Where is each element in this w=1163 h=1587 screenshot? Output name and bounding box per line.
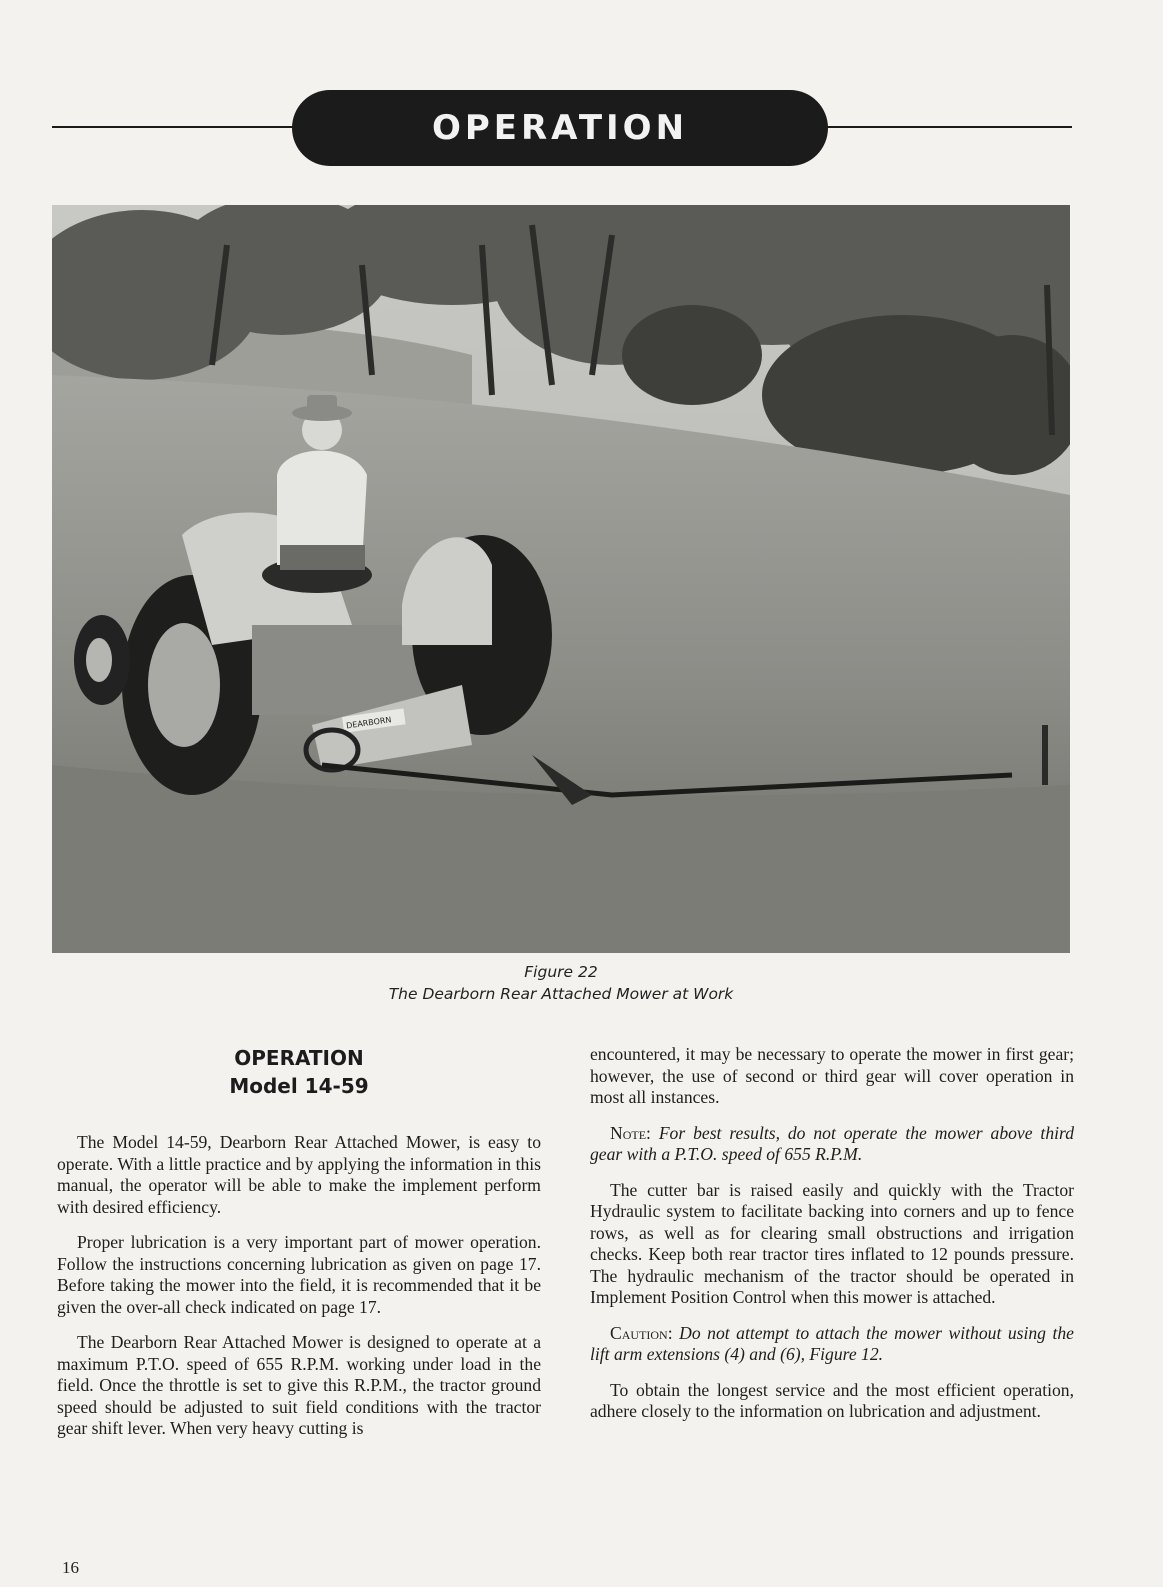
figure-caption-text: The Dearborn Rear Attached Mower at Work [388,985,734,1003]
operator-hat-crown [307,395,337,413]
header-title: OPERATION [431,108,689,148]
caution-label: Caution: [610,1322,673,1343]
note-block [590,1123,1074,1166]
note-label: Note: [610,1122,651,1143]
right-column [590,1044,1074,1437]
section-title: OPERATION [234,1046,364,1070]
front-wheel-rim [86,638,112,682]
caution-block [590,1323,1074,1366]
paragraph-cutter-bar: The cutter bar is raised easily and quickly with the Tractor Hydraulic system to facilitate backing into corners and up to fence rows, as well as for clearing small obstructions and irrigation checks. Keep both rear tractor tires inflated to 12 pounds pressure. The hydraulic mechanism of the tractor should be operated in Implement Position Control when this mower is attached. [590,1179,1074,1307]
paragraph-lubrication: Proper lubrication is a very important part of mower operation. Follow the instructions concerning lubrication as given on page 17. Before taking the mower into the field, it is recommended that it be given the over-all check indicated on page 17. [57,1232,541,1317]
header-banner [292,90,828,166]
caution-text: Do not attempt to attach the mower without using the lift arm extensions (4) and (6), Figure 12. [590,1322,1074,1364]
mower-photo-illustration [52,205,1070,953]
left-rear-wheel-rim [148,623,220,747]
note-text: For best results, do not operate the mower above third gear with a P.T.O. speed of 655 R.P.M. [590,1122,1074,1164]
field-stake [1042,725,1048,785]
dearborn-plate-text: DEARBORN [345,715,392,731]
figure-label: Figure 22 [524,963,598,981]
operator-trousers [280,545,365,570]
paragraph-gear-continued: encountered, it may be necessary to operate the mower in first gear; however, the use of second or third gear will cover operation in most all instances. [590,1044,1074,1107]
paragraph-pto-speed: The Dearborn Rear Attached Mower is designed to operate at a maximum P.T.O. speed of 655 R.P.M. working under load in the field. Once the throttle is set to give this R.P.M., the tractor ground speed should be adjusted to suit field conditions with the tractor gear shift lever. When very heavy cutting is [57,1332,541,1438]
figure-photo [52,205,1070,953]
paragraph-intro: The Model 14-59, Dearborn Rear Attached Mower, is easy to operate. With a little practice and by applying the information in this manual, the operator will be able to make the implement perform with desired efficiency. [57,1132,541,1217]
section-subtitle: Model 14-59 [229,1074,369,1098]
header-rule-right [812,126,1072,128]
figure-caption [52,961,1070,1005]
paragraph-service: To obtain the longest service and the most efficient operation, adhere closely to the information on lubrication and adjustment. [590,1379,1074,1421]
left-column [57,1044,541,1454]
page-number: 16 [62,1558,79,1577]
header-rule-left [52,126,302,128]
